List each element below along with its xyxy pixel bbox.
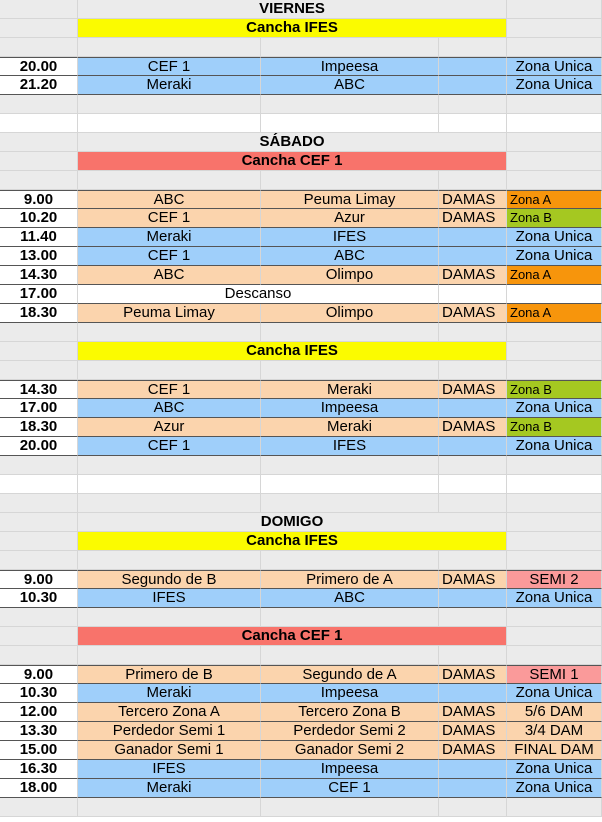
- team-a: Meraki: [78, 684, 261, 703]
- match-zone: Zona Unica: [507, 76, 602, 95]
- match-time: 12.00: [0, 703, 78, 722]
- team-b: Segundo de A: [261, 665, 439, 684]
- team-b: Peuma Limay: [261, 190, 439, 209]
- team-b: Impeesa: [261, 57, 439, 76]
- team-b: ABC: [261, 247, 439, 266]
- team-a: Perdedor Semi 1: [78, 722, 261, 741]
- team-a: CEF 1: [78, 57, 261, 76]
- team-b: Perdedor Semi 2: [261, 722, 439, 741]
- match-category: DAMAS: [439, 304, 507, 323]
- match-row: [0, 209, 602, 228]
- team-a: IFES: [78, 589, 261, 608]
- match-time: 14.30: [0, 266, 78, 285]
- match-zone: Zona Unica: [507, 760, 602, 779]
- match-category: [439, 76, 507, 95]
- match-category: DAMAS: [439, 209, 507, 228]
- match-zone: Zona B: [507, 380, 602, 399]
- match-row: [0, 380, 602, 399]
- match-zone: Zona Unica: [507, 437, 602, 456]
- team-a: CEF 1: [78, 380, 261, 399]
- match-row: [0, 57, 602, 76]
- match-time: 17.00: [0, 399, 78, 418]
- team-b: Meraki: [261, 418, 439, 437]
- team-b: Olimpo: [261, 266, 439, 285]
- match-category: DAMAS: [439, 665, 507, 684]
- match-category: [439, 228, 507, 247]
- match-row: [0, 418, 602, 437]
- court-title-domingo-cef: Cancha CEF 1: [78, 627, 507, 646]
- match-category: [439, 247, 507, 266]
- day-title-sabado: SÁBADO: [78, 133, 507, 152]
- match-zone: Zona B: [507, 418, 602, 437]
- match-row: [0, 190, 602, 209]
- match-time: 15.00: [0, 741, 78, 760]
- match-time: 10.20: [0, 209, 78, 228]
- match-row: [0, 304, 602, 323]
- match-row: [0, 437, 602, 456]
- match-time: 11.40: [0, 228, 78, 247]
- match-row: [0, 266, 602, 285]
- match-zone: SEMI 2: [507, 570, 602, 589]
- team-b: Olimpo: [261, 304, 439, 323]
- match-time: 20.00: [0, 57, 78, 76]
- team-b: Impeesa: [261, 760, 439, 779]
- team-a: Tercero Zona A: [78, 703, 261, 722]
- match-row: [0, 76, 602, 95]
- court-title-sabado-ifes: Cancha IFES: [78, 342, 507, 361]
- team-b: Meraki: [261, 380, 439, 399]
- court-row: [0, 19, 602, 38]
- match-zone: 3/4 DAM: [507, 722, 602, 741]
- match-category: DAMAS: [439, 722, 507, 741]
- match-time: 18.30: [0, 418, 78, 437]
- team-b: IFES: [261, 228, 439, 247]
- team-a: CEF 1: [78, 437, 261, 456]
- day-title-domingo: DOMIGO: [78, 513, 507, 532]
- match-time: 10.30: [0, 684, 78, 703]
- match-row: [0, 589, 602, 608]
- team-b: Tercero Zona B: [261, 703, 439, 722]
- team-a: ABC: [78, 399, 261, 418]
- match-zone: Zona B: [507, 209, 602, 228]
- team-b: Primero de A: [261, 570, 439, 589]
- match-category: [439, 57, 507, 76]
- match-zone: Zona Unica: [507, 247, 602, 266]
- match-time: 18.30: [0, 304, 78, 323]
- match-zone: Zona Unica: [507, 684, 602, 703]
- match-time: 20.00: [0, 437, 78, 456]
- match-time: 14.30: [0, 380, 78, 399]
- match-time: 21.20: [0, 76, 78, 95]
- team-a: Meraki: [78, 779, 261, 798]
- team-a: Meraki: [78, 228, 261, 247]
- match-row: [0, 703, 602, 722]
- match-zone: Zona Unica: [507, 228, 602, 247]
- court-title-domingo-ifes: Cancha IFES: [78, 532, 507, 551]
- team-a: Ganador Semi 1: [78, 741, 261, 760]
- match-category: DAMAS: [439, 741, 507, 760]
- match-category: [439, 760, 507, 779]
- match-category: [439, 589, 507, 608]
- match-time: 16.30: [0, 760, 78, 779]
- match-row: [0, 684, 602, 703]
- match-row: [0, 247, 602, 266]
- day-title-viernes: VIERNES: [78, 0, 507, 19]
- match-row: [0, 228, 602, 247]
- team-b: Azur: [261, 209, 439, 228]
- match-time: 17.00: [0, 285, 78, 304]
- match-category: [439, 684, 507, 703]
- match-time: 18.00: [0, 779, 78, 798]
- team-a: CEF 1: [78, 247, 261, 266]
- match-category: DAMAS: [439, 570, 507, 589]
- match-zone: Zona Unica: [507, 779, 602, 798]
- match-row: [0, 779, 602, 798]
- match-time: 13.30: [0, 722, 78, 741]
- match-row: [0, 399, 602, 418]
- match-zone: Zona A: [507, 266, 602, 285]
- match-time: 9.00: [0, 665, 78, 684]
- match-row: [0, 760, 602, 779]
- match-row: [0, 741, 602, 760]
- match-category: [439, 437, 507, 456]
- match-row: [0, 722, 602, 741]
- match-zone: 5/6 DAM: [507, 703, 602, 722]
- team-a: Segundo de B: [78, 570, 261, 589]
- team-b: Impeesa: [261, 399, 439, 418]
- match-row: [0, 570, 602, 589]
- match-time: 9.00: [0, 570, 78, 589]
- court-title-viernes: Cancha IFES: [78, 19, 507, 38]
- team-a: ABC: [78, 190, 261, 209]
- match-time: 13.00: [0, 247, 78, 266]
- match-row: [0, 285, 602, 304]
- match-category: DAMAS: [439, 266, 507, 285]
- match-category: DAMAS: [439, 418, 507, 437]
- match-zone: Zona Unica: [507, 589, 602, 608]
- team-b: IFES: [261, 437, 439, 456]
- spacer-row: [0, 0, 602, 19]
- team-b: Ganador Semi 2: [261, 741, 439, 760]
- match-row: [0, 665, 602, 684]
- match-zone: Zona Unica: [507, 57, 602, 76]
- team-a: IFES: [78, 760, 261, 779]
- team-a: Azur: [78, 418, 261, 437]
- team-a: CEF 1: [78, 209, 261, 228]
- team-b: ABC: [261, 76, 439, 95]
- team-b: CEF 1: [261, 779, 439, 798]
- team-a: Meraki: [78, 76, 261, 95]
- match-time: 10.30: [0, 589, 78, 608]
- team-b: ABC: [261, 589, 439, 608]
- match-zone: FINAL DAM: [507, 741, 602, 760]
- break-label: Descanso: [78, 285, 439, 304]
- match-category: DAMAS: [439, 380, 507, 399]
- team-a: Primero de B: [78, 665, 261, 684]
- match-zone: Zona A: [507, 304, 602, 323]
- team-a: Peuma Limay: [78, 304, 261, 323]
- match-category: [439, 779, 507, 798]
- team-a: ABC: [78, 266, 261, 285]
- match-category: [439, 399, 507, 418]
- match-zone: SEMI 1: [507, 665, 602, 684]
- match-time: 9.00: [0, 190, 78, 209]
- court-title-sabado-cef: Cancha CEF 1: [78, 152, 507, 171]
- match-category: DAMAS: [439, 190, 507, 209]
- match-zone: Zona A: [507, 190, 602, 209]
- team-b: Impeesa: [261, 684, 439, 703]
- match-zone: Zona Unica: [507, 399, 602, 418]
- match-category: DAMAS: [439, 703, 507, 722]
